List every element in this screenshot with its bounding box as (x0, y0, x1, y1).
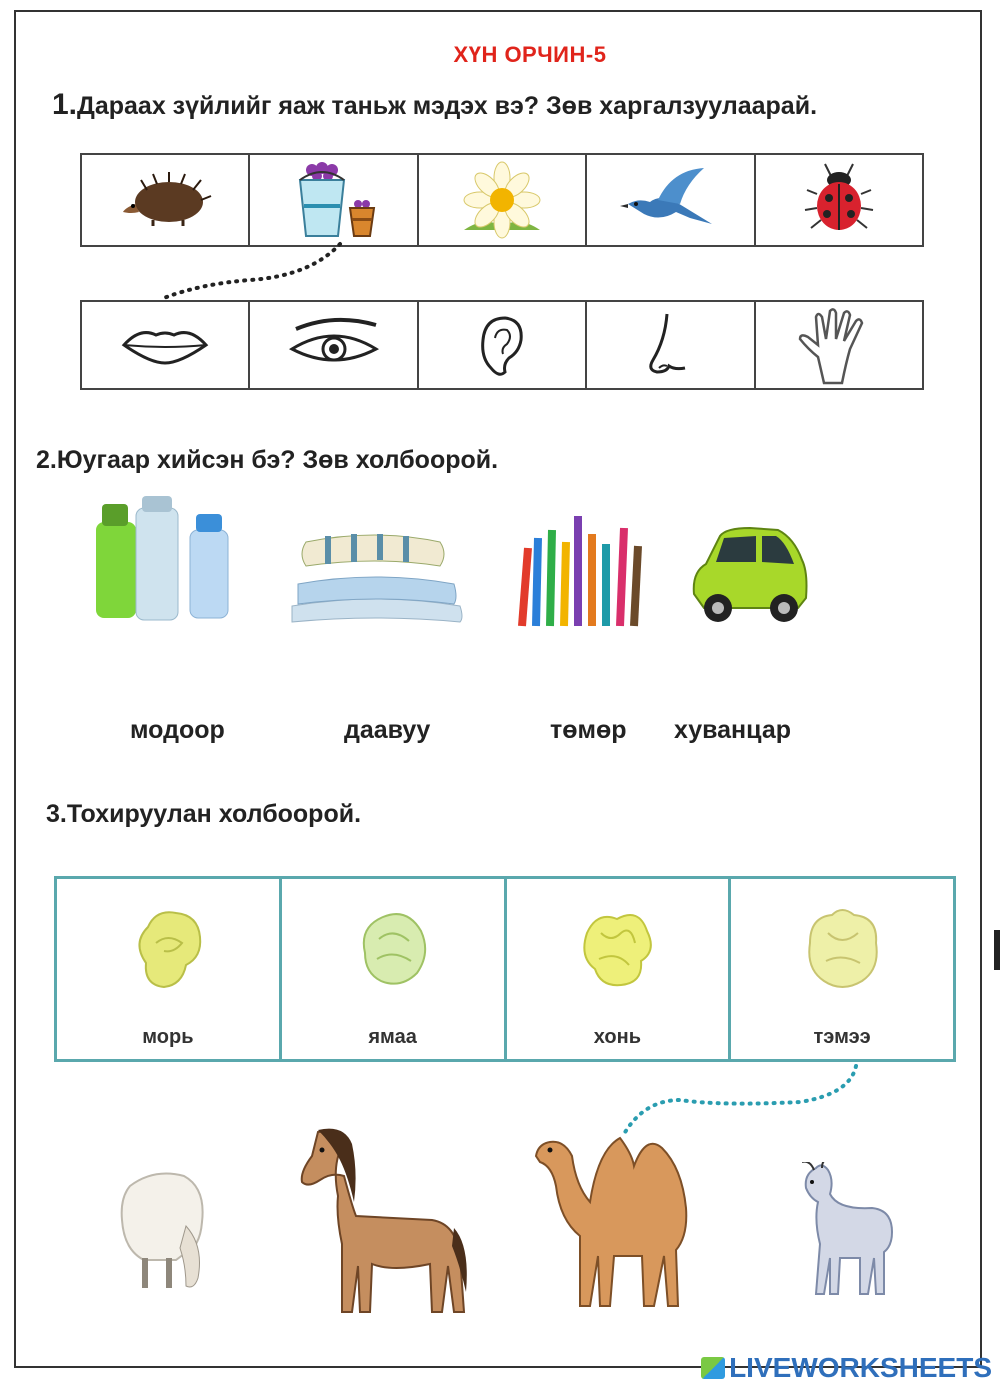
lips-icon (120, 325, 210, 365)
cell-khon[interactable] (507, 879, 732, 1059)
sense-organs-row (80, 300, 924, 390)
liveworksheets-icon (701, 1357, 725, 1379)
word-daavuu[interactable]: даавуу (344, 716, 431, 744)
ladybug-image (799, 160, 879, 240)
label-khon: хонь (593, 1026, 641, 1048)
cell-ear[interactable] (419, 302, 587, 388)
eye-icon (284, 315, 384, 375)
cell-nose[interactable] (587, 302, 755, 388)
question-3: 3.Тохируулан холбоорой. (46, 800, 362, 828)
horse-image[interactable] (292, 1116, 472, 1316)
nose-icon (645, 310, 695, 380)
berry-bucket-image (286, 160, 382, 240)
question-2: 2.Юугаар хийсэн бэ? Зөв холбоорой. (36, 446, 499, 474)
label-mor: морь (142, 1026, 194, 1048)
liveworksheets-logo (701, 1352, 992, 1384)
camel-image[interactable] (528, 1116, 698, 1310)
perception-items-row (80, 153, 924, 247)
car-image (690, 524, 808, 628)
cell-ladybug[interactable] (756, 155, 922, 245)
water-bottles-image (92, 494, 236, 624)
goat-image[interactable] (800, 1162, 896, 1296)
cell-berries[interactable] (250, 155, 418, 245)
label-yamaa: ямаа (368, 1026, 417, 1048)
label-temee: тэмээ (813, 1026, 871, 1048)
bird-image (620, 164, 720, 236)
cell-temee[interactable] (731, 879, 953, 1059)
edge-mark (994, 930, 1000, 970)
cell-hedgehog[interactable] (82, 155, 250, 245)
liveworksheets-text: LIVEWORKSHEETS (729, 1352, 992, 1383)
word-modoor[interactable]: модоор (130, 716, 225, 744)
cell-bird[interactable] (587, 155, 755, 245)
ear-icon (477, 312, 527, 378)
question-1 (52, 88, 817, 122)
cell-yamaa[interactable] (282, 879, 507, 1059)
question-1-text: Дараах зүйлийг яаж таньж мэдэх вэ? Зөв харгалзуулаарай. (77, 92, 818, 120)
cell-mor[interactable] (57, 879, 282, 1059)
word-tomor[interactable]: төмөр (550, 716, 627, 744)
word-khuvantsar[interactable]: хуванцар (674, 716, 792, 744)
pencils-image (514, 508, 658, 628)
cell-lips[interactable] (82, 302, 250, 388)
animal-labels-row (54, 876, 956, 1062)
wool-goat-image (353, 903, 433, 993)
pillows-image (288, 528, 464, 624)
wool-camel-image (802, 903, 882, 993)
cell-eye[interactable] (250, 302, 418, 388)
hand-icon (794, 305, 884, 385)
sheep-image[interactable] (114, 1166, 208, 1296)
page-title: ХҮН ОРЧИН-5 (453, 42, 607, 67)
wool-horse-image (128, 903, 208, 993)
question-1-number: 1. (52, 88, 78, 121)
cell-hand[interactable] (756, 302, 922, 388)
hedgehog-image (117, 170, 213, 230)
flower-image (454, 160, 550, 240)
wool-sheep-image (577, 903, 657, 993)
cell-flower[interactable] (419, 155, 587, 245)
